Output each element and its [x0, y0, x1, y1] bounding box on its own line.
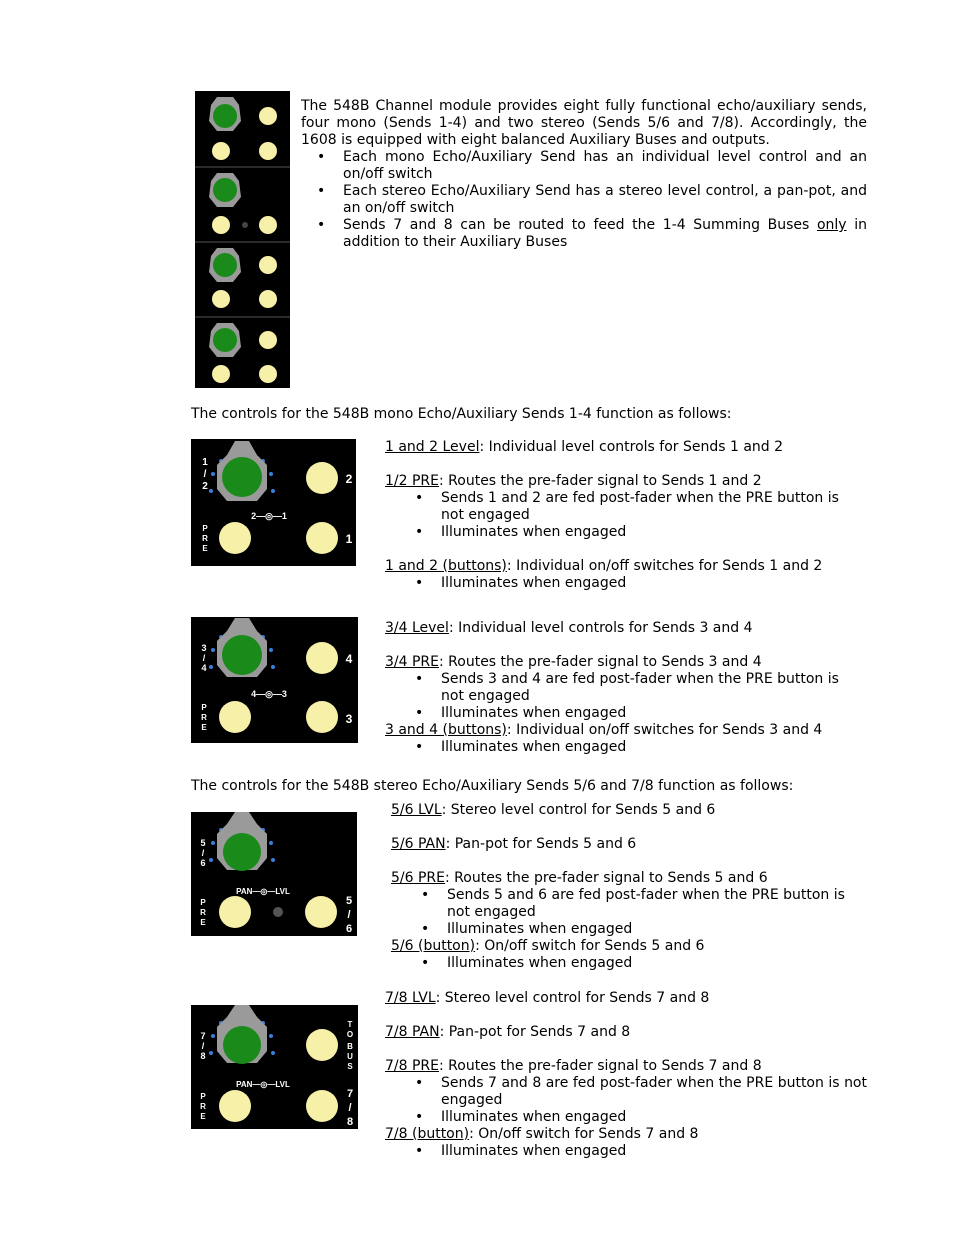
svg-text:E: E [201, 723, 207, 732]
term-3-4-level: 3/4 Level [385, 620, 449, 636]
svg-text:/: / [348, 1102, 352, 1114]
svg-text:PAN—◎—LVL: PAN—◎—LVL [236, 1080, 290, 1089]
svg-text:2: 2 [202, 481, 208, 492]
term-5-6-button: 5/6 (button) [391, 938, 476, 954]
intro-bullet-3: • Sends 7 and 8 can be routed to feed the 1-4 Summing Buses only in addition to their Auxiliary Buses [343, 217, 867, 251]
sends-1-2-desc: 1 and 2 Level: Individual level controls for Sends 1 and 2 1/2 PRE: Routes the pre-fader signal to Sends 1 and 2 • Sends 1 and 2 are fed post-fader when the PRE button is not engaged • Illuminates when engaged 1 and 2 (buttons): Individual on/off switches for Sends 1 and 2 • Illuminates when engaged [385, 439, 855, 592]
s78-btn-bullet-1: • Illuminates when engaged [441, 1143, 867, 1160]
term-1-2-buttons: 1 and 2 (buttons) [385, 558, 507, 574]
sends-7-8-panel-image [191, 1005, 358, 1129]
svg-text:6: 6 [200, 858, 206, 868]
term-5-6-lvl: 5/6 LVL [391, 802, 442, 818]
svg-text:S: S [347, 1062, 353, 1071]
s56-pre-bullet-2: • Illuminates when engaged [447, 921, 863, 938]
sends-3-4-desc: 3/4 Level: Individual level controls for Sends 3 and 4 3/4 PRE: Routes the pre-fader signal to Sends 3 and 4 • Sends 3 and 4 are fed post-fader when the PRE button is not engaged • Illuminates when engaged 3 and 4 (buttons): Individual on/off switches for Sends 3 and 4 • Illuminates when engaged [385, 620, 855, 756]
sends-7-8-desc: 7/8 LVL: Stereo level control for Sends 7 and 8 7/8 PAN: Pan-pot for Sends 7 and 8 7/8 PRE: Routes the pre-fader signal to Sends 7 and 8 • Sends 7 and 8 are fed post-fader when the PRE button is not engaged • Illuminates when engaged 7/8 (button): On/off switch for Sends 7 and 8 • Illuminates when engaged [385, 990, 867, 1160]
term-7-8-pre: 7/8 PRE [385, 1058, 439, 1074]
intro-bullet-2: • Each stereo Echo/Auxiliary Send has a stereo level control, a pan-pot, and an on/off switch [343, 183, 867, 217]
s78-pre-bullet-1: • Sends 7 and 8 are fed post-fader when the PRE button is not engaged [441, 1075, 867, 1109]
s34-pre-bullet-1: • Sends 3 and 4 are fed post-fader when the PRE button is not engaged [441, 671, 841, 705]
term-1-2-level: 1 and 2 Level [385, 439, 480, 455]
term-3-4-pre: 3/4 PRE [385, 654, 439, 670]
mono-heading: The controls for the 548B mono Echo/Auxiliary Sends 1-4 function as follows: [191, 406, 732, 422]
stereo-heading: The controls for the 548B stereo Echo/Auxiliary Sends 5/6 and 7/8 function as follows: [191, 778, 794, 794]
s34-btn-bullet-1: • Illuminates when engaged [441, 739, 855, 756]
s12-pre-bullet-1: • Sends 1 and 2 are fed post-fader when the PRE button is not engaged [441, 490, 855, 524]
term-1-2-pre: 1/2 PRE [385, 473, 439, 489]
s12-pre-bullet-2: • Illuminates when engaged [441, 524, 855, 541]
svg-text:U: U [347, 1052, 353, 1061]
svg-text:7: 7 [346, 1088, 354, 1100]
svg-text:1: 1 [202, 457, 208, 468]
svg-text:4: 4 [345, 652, 353, 666]
svg-text:/: / [202, 653, 206, 663]
svg-text:3: 3 [201, 643, 207, 653]
term-7-8-lvl: 7/8 LVL [385, 990, 436, 1006]
svg-text:2—◎—1: 2—◎—1 [251, 511, 287, 521]
svg-text:T: T [347, 1020, 353, 1029]
svg-text:/: / [203, 469, 207, 480]
svg-text:E: E [200, 918, 206, 927]
s12-btn-bullet-1: • Illuminates when engaged [441, 575, 855, 592]
svg-text:5: 5 [345, 895, 353, 907]
svg-text:3: 3 [345, 712, 353, 726]
svg-text:4: 4 [201, 663, 207, 673]
s56-btn-bullet-1: • Illuminates when engaged [447, 955, 861, 972]
svg-text:R: R [200, 1102, 206, 1111]
svg-text:/: / [201, 1041, 205, 1051]
s34-pre-bullet-2: • Illuminates when engaged [441, 705, 841, 722]
svg-text:E: E [202, 544, 208, 553]
overview-panel-image [195, 91, 290, 388]
svg-text:1: 1 [345, 532, 353, 546]
svg-text:R: R [202, 534, 208, 543]
svg-text:8: 8 [200, 1051, 206, 1061]
sends-1-2-panel-image [191, 439, 356, 566]
svg-text:/: / [201, 848, 205, 858]
svg-text:2: 2 [345, 472, 353, 486]
intro-bullet-1: • Each mono Echo/Auxiliary Send has an individual level control and an on/off switch [343, 149, 867, 183]
svg-text:/: / [347, 909, 351, 921]
svg-text:R: R [200, 908, 206, 917]
svg-text:P: P [202, 524, 208, 533]
sends-3-4-panel-image [191, 617, 358, 743]
svg-text:R: R [201, 713, 207, 722]
term-5-6-pan: 5/6 PAN [391, 836, 446, 852]
s56-pre-bullet-1: • Sends 5 and 6 are fed post-fader when the PRE button is not engaged [447, 887, 863, 921]
svg-text:E: E [200, 1112, 206, 1121]
svg-text:O: O [346, 1030, 354, 1039]
term-7-8-pan: 7/8 PAN [385, 1024, 440, 1040]
s78-pre-bullet-2: • Illuminates when engaged [441, 1109, 867, 1126]
svg-text:P: P [200, 898, 206, 907]
svg-text:6: 6 [345, 923, 353, 935]
sends-5-6-panel-image [191, 812, 357, 936]
only-emphasis: only [816, 217, 847, 233]
term-5-6-pre: 5/6 PRE [391, 870, 445, 886]
svg-text:B: B [347, 1042, 353, 1051]
term-7-8-button: 7/8 (button) [385, 1126, 470, 1142]
svg-text:P: P [200, 1092, 206, 1101]
sends-5-6-desc: 5/6 LVL: Stereo level control for Sends 5 and 6 5/6 PAN: Pan-pot for Sends 5 and 6 5/6 PRE: Routes the pre-fader signal to Sends 5 and 6 • Sends 5 and 6 are fed post-fader when the PRE button is not engaged • Illuminates when engaged 5/6 (button): On/off switch for Sends 5 and 6 • Illuminates when engaged [391, 802, 861, 972]
svg-text:P: P [201, 703, 207, 712]
intro-paragraph: The 548B Channel module provides eight fully functional echo/auxiliary sends, four mono (Sends 1-4) and two stereo (Sends 5/6 and 7/8). Accordingly, the 1608 is equipped with eight balanced Auxiliary Buses and outputs. [301, 98, 867, 148]
svg-text:PAN—◎—LVL: PAN—◎—LVL [236, 887, 290, 896]
svg-text:4—◎—3: 4—◎—3 [251, 689, 287, 699]
svg-text:8: 8 [346, 1116, 354, 1128]
intro-block [301, 98, 867, 251]
svg-text:7: 7 [200, 1031, 206, 1041]
svg-text:5: 5 [200, 838, 206, 848]
term-3-4-buttons: 3 and 4 (buttons) [385, 722, 507, 738]
